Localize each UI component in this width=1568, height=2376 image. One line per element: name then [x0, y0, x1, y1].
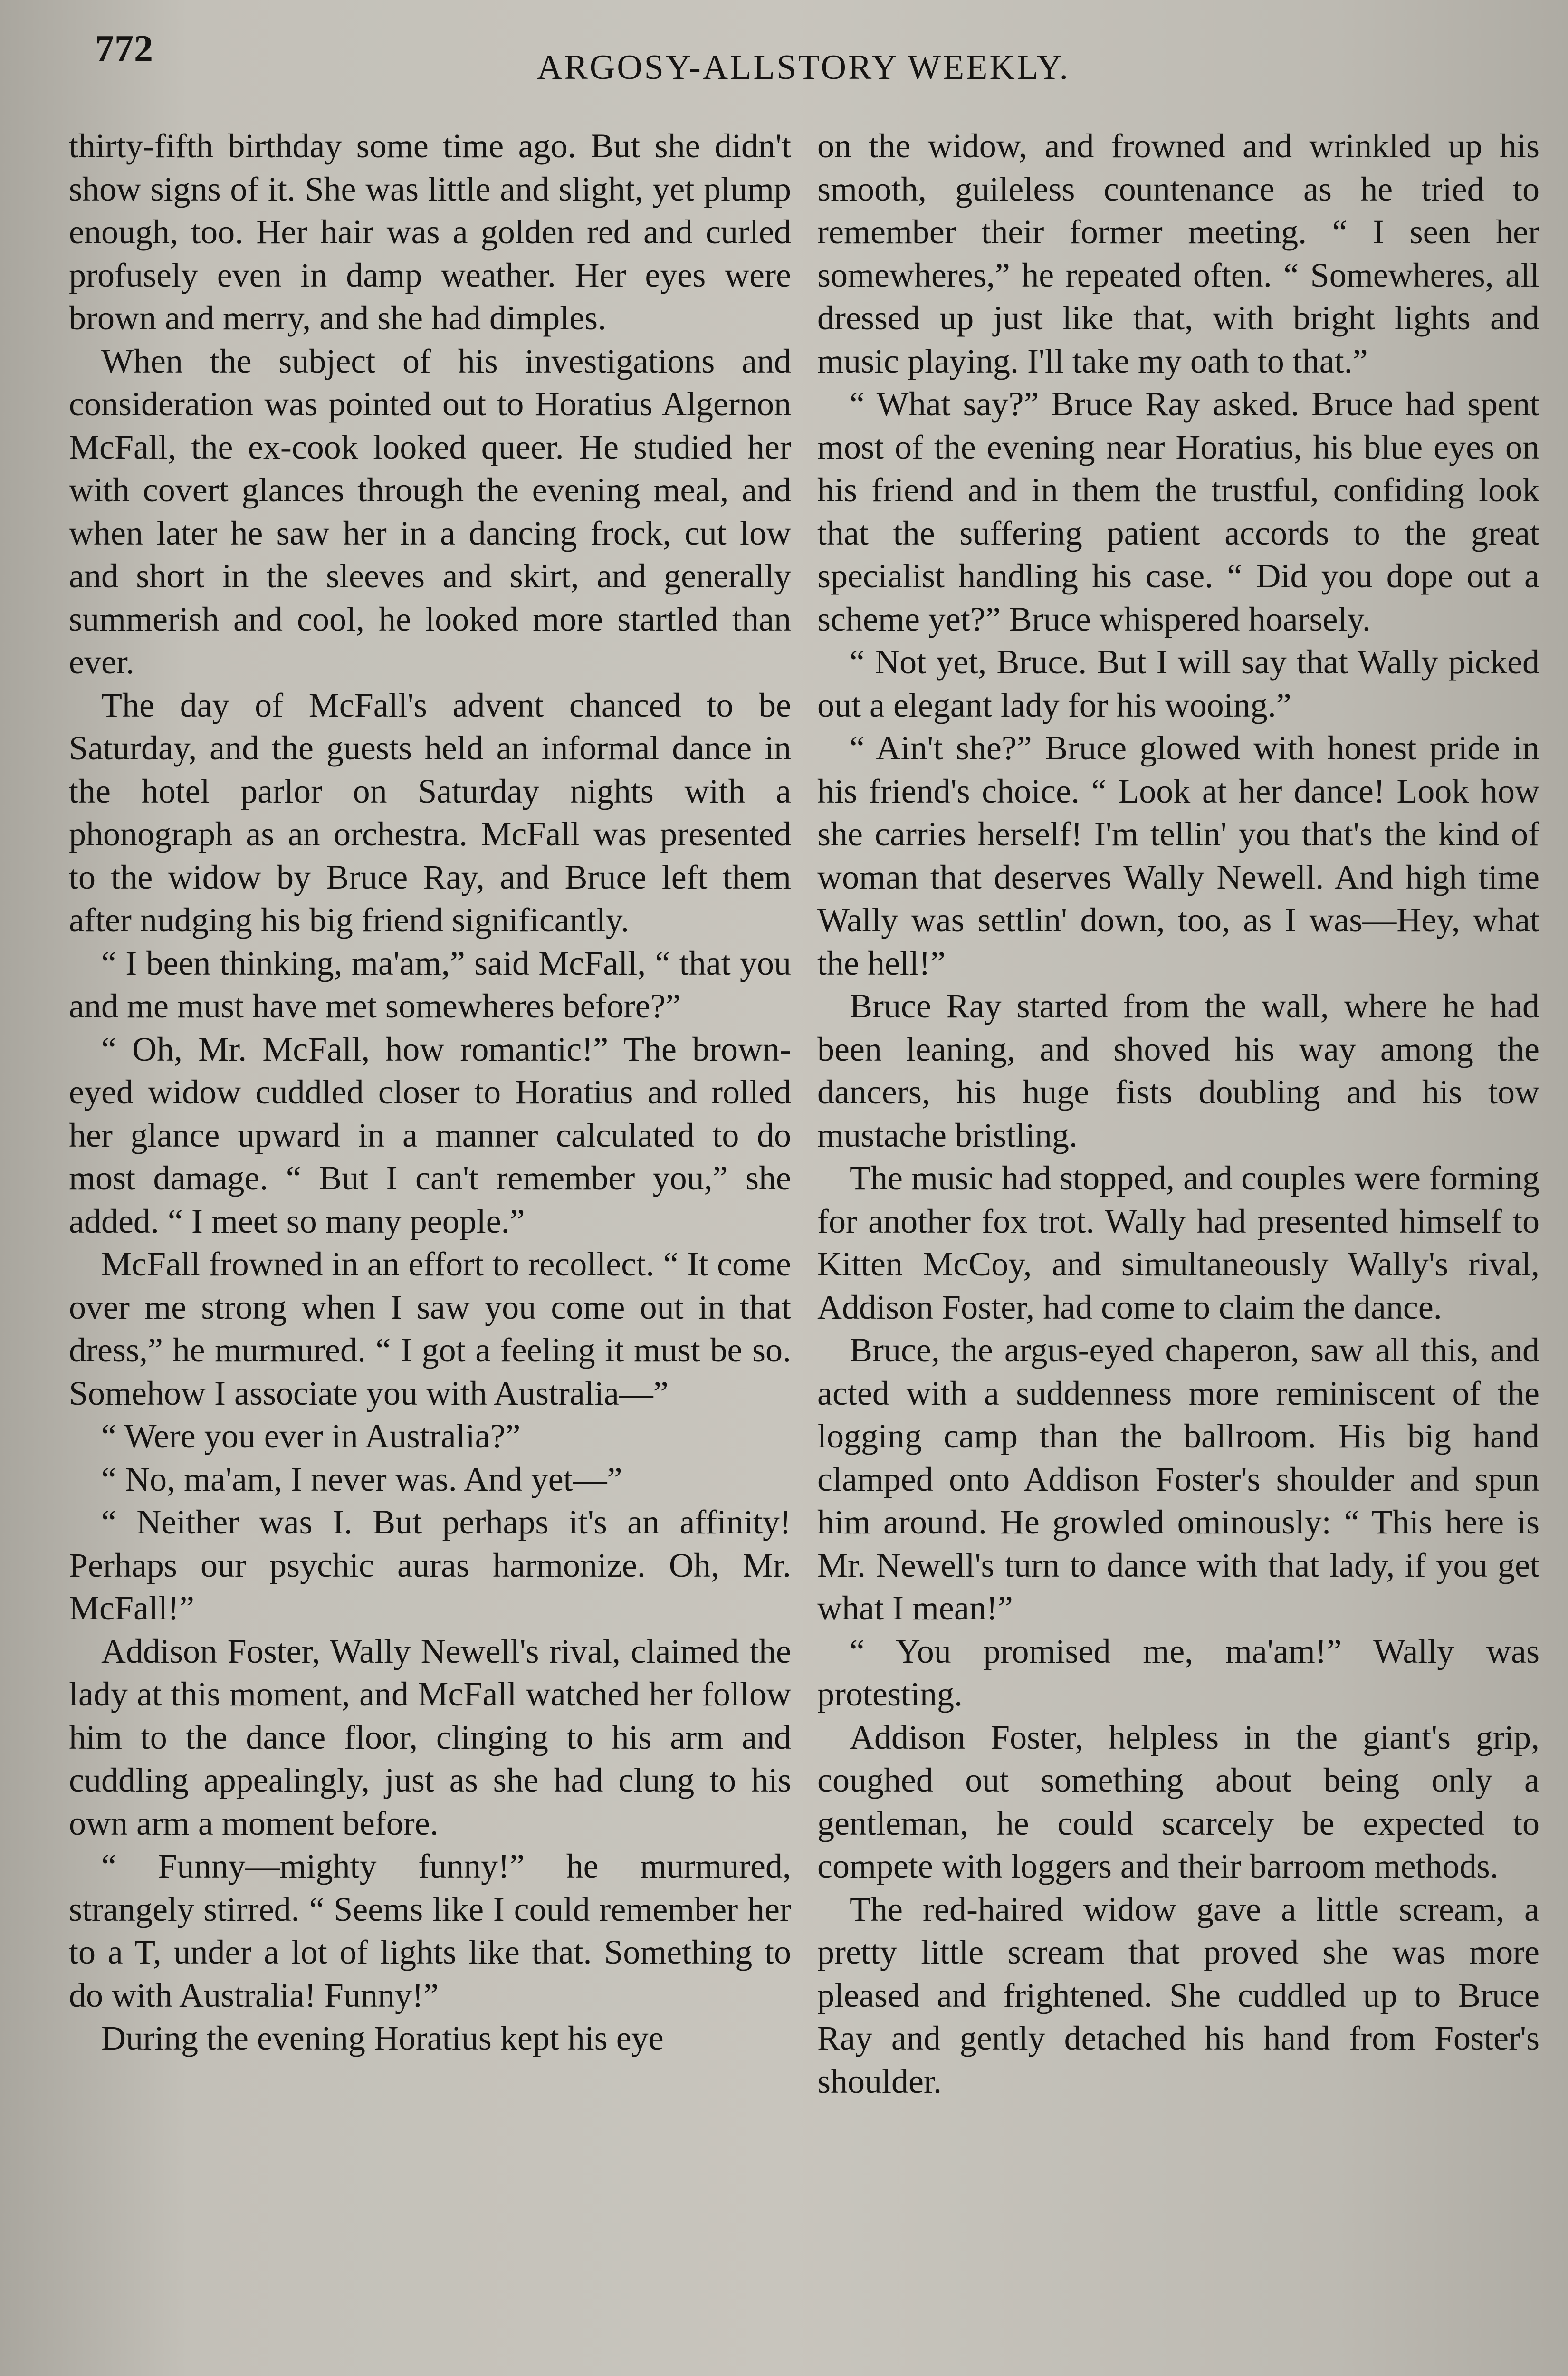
paragraph: The day of McFall's advent chanced to be Saturday, and the guests held an informal dance in the hotel parlor on Saturday nights with a phonograph as an orchestra. McFall was presented to the widow by Bruce Ray, and Bruce left them after nudging his big friend significantly.	[69, 686, 791, 939]
paragraph: During the evening Horatius kept his eye	[101, 2019, 664, 2057]
right-column	[817, 125, 1539, 2103]
paragraph: McFall frowned in an effort to recollect. “ It come over me strong when I saw you come out in that dress,” he murmured. “ I got a feeling it must be so. Somehow I associate you with Australia—”	[69, 1245, 791, 1412]
paragraph: “ What say?” Bruce Ray asked. Bruce had spent most of the evening near Horatius, his blue eyes on his friend and in them the trustful, confiding look that the suffering patient accords to the great specialist handling his case. “ Did you dope out a scheme yet?” Bruce whispered hoarsely.	[817, 385, 1539, 638]
paragraph: Addison Foster, helpless in the giant's grip, coughed out something about being only a gentleman, he could scarcely be expected to compete with loggers and their barroom methods.	[817, 1718, 1539, 1885]
paragraph: “ Neither was I. But perhaps it's an affinity! Perhaps our psychic auras harmonize. Oh, Mr. McFall!”	[69, 1503, 791, 1627]
paragraph: Addison Foster, Wally Newell's rival, claimed the lady at this moment, and McFall watched her follow him to the dance floor, clinging to his arm and cuddling appealingly, just as she had clung to his own arm a moment before.	[69, 1632, 791, 1842]
paragraph: “ Were you ever in Australia?”	[101, 1417, 521, 1455]
paragraph: “ Ain't she?” Bruce glowed with honest pride in his friend's choice. “ Look at her dance! Look how she carries herself! I'm tellin' you that's the kind of woman that deserves Wally Newell. And high time Wally was settlin' down, too, as I was—Hey, what the hell!”	[817, 729, 1539, 982]
paragraph: Bruce Ray started from the wall, where he had been leaning, and shoved his way among the dancers, his huge fists doubling and his tow mustache bristling.	[817, 987, 1539, 1154]
paragraph: “ You promised me, ma'am!” Wally was protesting.	[817, 1632, 1539, 1713]
paragraph: thirty-fifth birthday some time ago. But she didn't show signs of it. She was little and slight, yet plump enough, too. Her hair was a golden red and curled profusely even in damp weather. Her eyes were brown and merry, and she had dimples.	[69, 127, 791, 337]
paragraph: The music had stopped, and couples were forming for another fox trot. Wally had presented himself to Kitten McCoy, and simultaneously Wally's rival, Addison Foster, had come to claim the dance.	[817, 1159, 1539, 1326]
paragraph: “ Not yet, Bruce. But I will say that Wally picked out a elegant lady for his wooing.”	[817, 643, 1539, 724]
paragraph: on the widow, and frowned and wrinkled up his smooth, guileless countenance as he tried to remember their former meeting. “ I seen her somewheres,” he repeated often. “ Somewheres, all dressed up just like that, with bright lights and music playing. I'll take my oath to that.”	[817, 127, 1539, 380]
paragraph: When the subject of his investigations and consideration was pointed out to Horatius Algernon McFall, the ex-cook looked queer. He studied her with covert glances through the evening meal, and when later he saw her in a dancing frock, cut low and short in the sleeves and skirt, and generally summerish and cool, he looked more startled than ever.	[69, 342, 791, 681]
paragraph: “ I been thinking, ma'am,” said McFall, “ that you and me must have met somewheres before?”	[69, 944, 791, 1025]
paragraph: Bruce, the argus-eyed chaperon, saw all this, and acted with a suddenness more reminiscent of the logging camp than the ballroom. His big hand clamped onto Addison Foster's shoulder and spun him around. He growled ominously: “ This here is Mr. Newell's turn to dance with that lady, if you get what I mean!”	[817, 1331, 1539, 1627]
paragraph: “ Funny—mighty funny!” he murmured, strangely stirred. “ Seems like I could remember her to a T, under a lot of lights like that. Something to do with Australia! Funny!”	[69, 1847, 791, 2014]
paragraph: The red-haired widow gave a little scream, a pretty little scream that proved she was more pleased and frightened. She cuddled up to Bruce Ray and gently detached his hand from Foster's shoulder.	[817, 1890, 1539, 2100]
paragraph: “ No, ma'am, I never was. And yet—”	[101, 1460, 622, 1498]
left-column	[69, 125, 791, 2060]
paragraph: “ Oh, Mr. McFall, how romantic!” The brown-eyed widow cuddled closer to Horatius and rolled her glance upward in a manner calculated to do most damage. “ But I can't remember you,” she added. “ I meet so many people.”	[69, 1030, 791, 1240]
page-number: 772	[95, 28, 153, 70]
running-head: ARGOSY-ALLSTORY WEEKLY.	[537, 48, 1071, 87]
